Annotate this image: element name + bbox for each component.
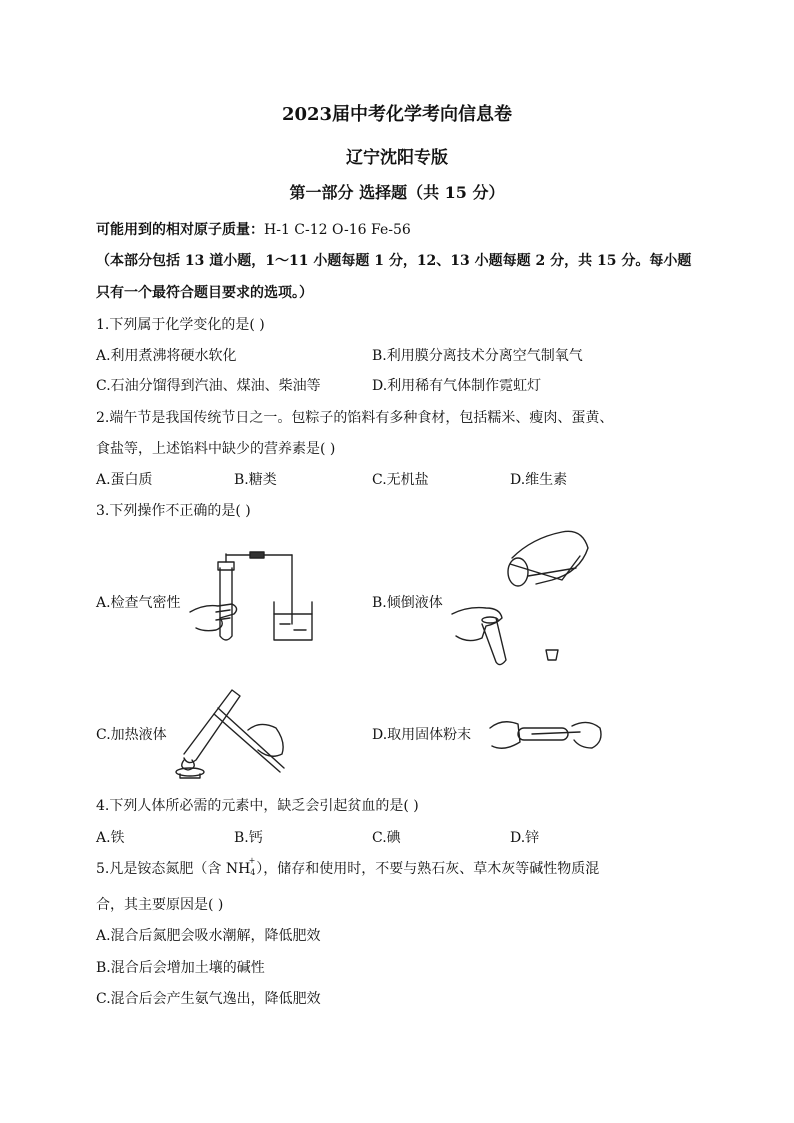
ammonium-ion-formula — [225, 856, 256, 877]
question-2-option-d: D.维生素 — [510, 472, 568, 488]
question-5-stem-part-2: ），储存和使用时，不要与熟石灰、草木灰等碱性物质混 — [256, 861, 600, 877]
question-5-option-c: C.混合后会产生氨气逸出，降低肥效 — [96, 991, 321, 1007]
instructions-line-1: （本部分包括 13 道小题，1～11 小题每题 1 分，12、13 小题每题 2 分，共 15 分。每小题 — [96, 253, 692, 269]
question-5-option-b: B.混合后会增加土壤的碱性 — [96, 960, 265, 976]
question-2-option-a: A.蛋白质 — [96, 472, 153, 488]
pouring-liquid-figure — [452, 528, 592, 666]
question-5-stem-part-1: 5.凡是铵态氮肥（含 — [96, 861, 226, 877]
ammonium-subscript: 4 — [250, 868, 256, 877]
ammonium-charge: + — [248, 856, 256, 865]
atomic-mass-label: 可能用到的相对原子质量： — [96, 222, 264, 238]
atomic-mass-line — [96, 219, 411, 239]
question-1-stem: 1.下列属于化学变化的是( ) — [96, 317, 265, 333]
question-2-stem-line-2: 食盐等，上述馅料中缺少的营养素是( ) — [96, 441, 336, 457]
question-1-option-c: C.石油分馏得到汽油、煤油、柴油等 — [96, 378, 321, 394]
question-2-option-b: B.糖类 — [234, 472, 277, 488]
section-heading: 第一部分 选择题（共 15 分） — [289, 183, 505, 202]
atomic-mass-values: H-1 C-12 O-16 Fe-56 — [264, 222, 411, 238]
question-3-stem: 3.下列操作不正确的是( ) — [96, 503, 251, 519]
question-2-stem-line-1: 2.端午节是我国传统节日之一。包粽子的馅料有多种食材，包括糯米、瘦肉、蛋黄、 — [96, 410, 614, 426]
heating-liquid-figure — [174, 688, 294, 778]
question-4-option-a: A.铁 — [96, 830, 125, 846]
question-4-stem: 4.下列人体所必需的元素中，缺乏会引起贫血的是( ) — [96, 798, 419, 814]
question-1-option-d: D.利用稀有气体制作霓虹灯 — [372, 378, 542, 394]
test-tube-airtightness-figure — [190, 552, 320, 644]
question-3-option-d: D.取用固体粉末 — [372, 727, 472, 743]
question-4-option-c: C.碘 — [372, 830, 401, 846]
question-3-option-b: B.倾倒液体 — [372, 595, 443, 611]
question-2-option-c: C.无机盐 — [372, 472, 429, 488]
question-1-option-a: A.利用煮沸将硬水软化 — [96, 348, 237, 364]
question-5-stem-line-2: 合，其主要原因是( ) — [96, 897, 224, 913]
question-3-option-a: A.检查气密性 — [96, 595, 181, 611]
adding-powder-figure — [488, 712, 604, 756]
exam-subtitle: 辽宁沈阳专版 — [346, 148, 448, 168]
question-1-option-b: B.利用膜分离技术分离空气制氧气 — [372, 348, 583, 364]
question-3-option-c: C.加热液体 — [96, 727, 167, 743]
question-4-option-d: D.锌 — [510, 830, 540, 846]
ammonium-formula-base: NH — [225, 861, 251, 877]
question-4-option-b: B.钙 — [234, 830, 263, 846]
exam-title: 2023届中考化学考向信息卷 — [281, 104, 513, 125]
question-5-stem-line-1 — [96, 858, 599, 878]
instructions-line-2: 只有一个最符合题目要求的选项。） — [96, 285, 313, 301]
question-5-option-a: A.混合后氮肥会吸水潮解，降低肥效 — [96, 928, 321, 944]
